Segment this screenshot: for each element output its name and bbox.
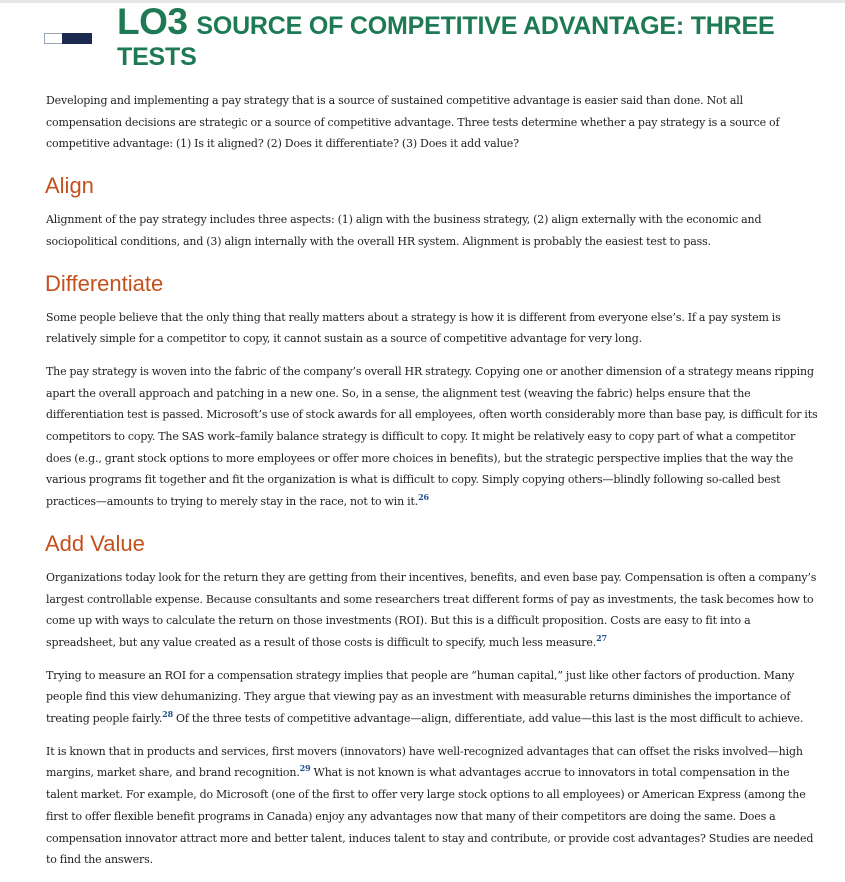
add-value-paragraph-2-text-a: Trying to measure an ROI for a compensation strategy implies that people are “human capital,” just like other factors of production. Many people find this view dehumanizing. They argue that viewing pay as an investment with measurable returns diminishes the importance of treating people fairly. xyxy=(46,668,795,726)
differentiate-heading: Differentiate xyxy=(45,270,164,296)
align-heading: Align xyxy=(45,173,94,199)
add-value-paragraph-1 xyxy=(46,567,821,654)
section-heading xyxy=(117,1,817,71)
add-value-paragraph-3-text-b: What is not known is what advantages accrue to innovators in total compensation in the talent market. For example, do Microsoft (one of the first to offer very large stock options to all employees) or American Express (among the first to offer flexible benefit programs in Canada) enjoy any advantages now that many of their competitors are doing the same. Does a compensation innovator attract more and better talent, induces talent to stay and contribute, or provide cost advantages? Studies are needed to find the answers. xyxy=(46,766,814,867)
add-value-paragraph-1-text: Organizations today look for the return they are getting from their incentives, benefits, and even base pay. Compensation is often a company’s largest controllable expense. Because consultants and some researchers treat different forms of pay as investments, the task becomes how to come up with ways to calculate the return on those investments (ROI). But this is a difficult proposition. Costs are easy to fit into a spreadsheet, but any value created as a result of those costs is difficult to specify, much less measure. xyxy=(46,570,817,649)
footnote-ref-27[interactable]: 27 xyxy=(596,632,607,643)
footnote-ref-28[interactable]: 28 xyxy=(162,709,174,720)
differentiate-paragraph-2 xyxy=(46,361,821,513)
align-paragraph: Alignment of the pay strategy includes three aspects: (1) align with the business strategy, (2) align externally with the economic and sociopolitical conditions, and (3) align internally with the overall HR system. Alignment is probably the easiest test to pass. xyxy=(46,213,762,248)
marker-light-segment xyxy=(44,33,62,44)
add-value-paragraph-3 xyxy=(46,741,821,871)
marker-dark-segment xyxy=(62,33,92,44)
footnote-ref-29[interactable]: 29 xyxy=(299,763,311,774)
document-body xyxy=(46,90,821,882)
intro-paragraph: Developing and implementing a pay strategy that is a source of sustained competitive advantage is easier said than done. Not all compensation decisions are strategic or a source of competitive advantage. Three tests determine whether a pay strategy is a source of competitive advantage: (1) Is it aligned? (2) Does it differentiate? (3) Does it add value? xyxy=(46,94,780,151)
add-value-paragraph-2-text-b: Of the three tests of competitive advantage—align, differentiate, add value—this last is the most difficult to achieve. xyxy=(173,712,804,726)
add-value-heading: Add Value xyxy=(45,530,145,556)
add-value-paragraph-3-text-a: It is known that in products and services, first movers (innovators) have well-recognized advantages that can offset the risks involved—high margins, market share, and brand recognition. xyxy=(46,744,803,780)
learning-objective-marker xyxy=(44,33,92,44)
footnote-ref-26[interactable]: 26 xyxy=(418,492,429,503)
section-title: SOURCE OF COMPETITIVE ADVANTAGE: THREE TESTS xyxy=(117,12,775,71)
learning-objective-code: LO3 xyxy=(117,1,188,42)
add-value-paragraph-2 xyxy=(46,665,821,730)
differentiate-paragraph-1: Some people believe that the only thing that really matters about a strategy is how it is different from everyone else’s. If a pay system is relatively simple for a competitor to copy, it cannot sustain as a source of competitive advantage for very long. xyxy=(46,310,781,346)
differentiate-paragraph-2-text: The pay strategy is woven into the fabric of the company’s overall HR strategy. Copying one or another dimension of a strategy means ripping apart the overall approach and patching in a new one. So, in a sense, the alignment test (weaving the fabric) helps ensure that the differentiation test is passed. Microsoft’s use of stock awards for all employees, often worth considerably more than base pay, is difficult for its competitors to copy. The SAS work–family balance strategy is difficult to copy. It might be relatively easy to copy part of what a competitor does (e.g., grant stock options to more employees or offer more choices in benefits), but the strategic perspective implies that the way the various programs fit together and fit the organization is what is difficult to copy. Simply copying others—blindly following so-called best practices—amounts to trying to merely stay in the race, not to win it. xyxy=(46,364,818,509)
